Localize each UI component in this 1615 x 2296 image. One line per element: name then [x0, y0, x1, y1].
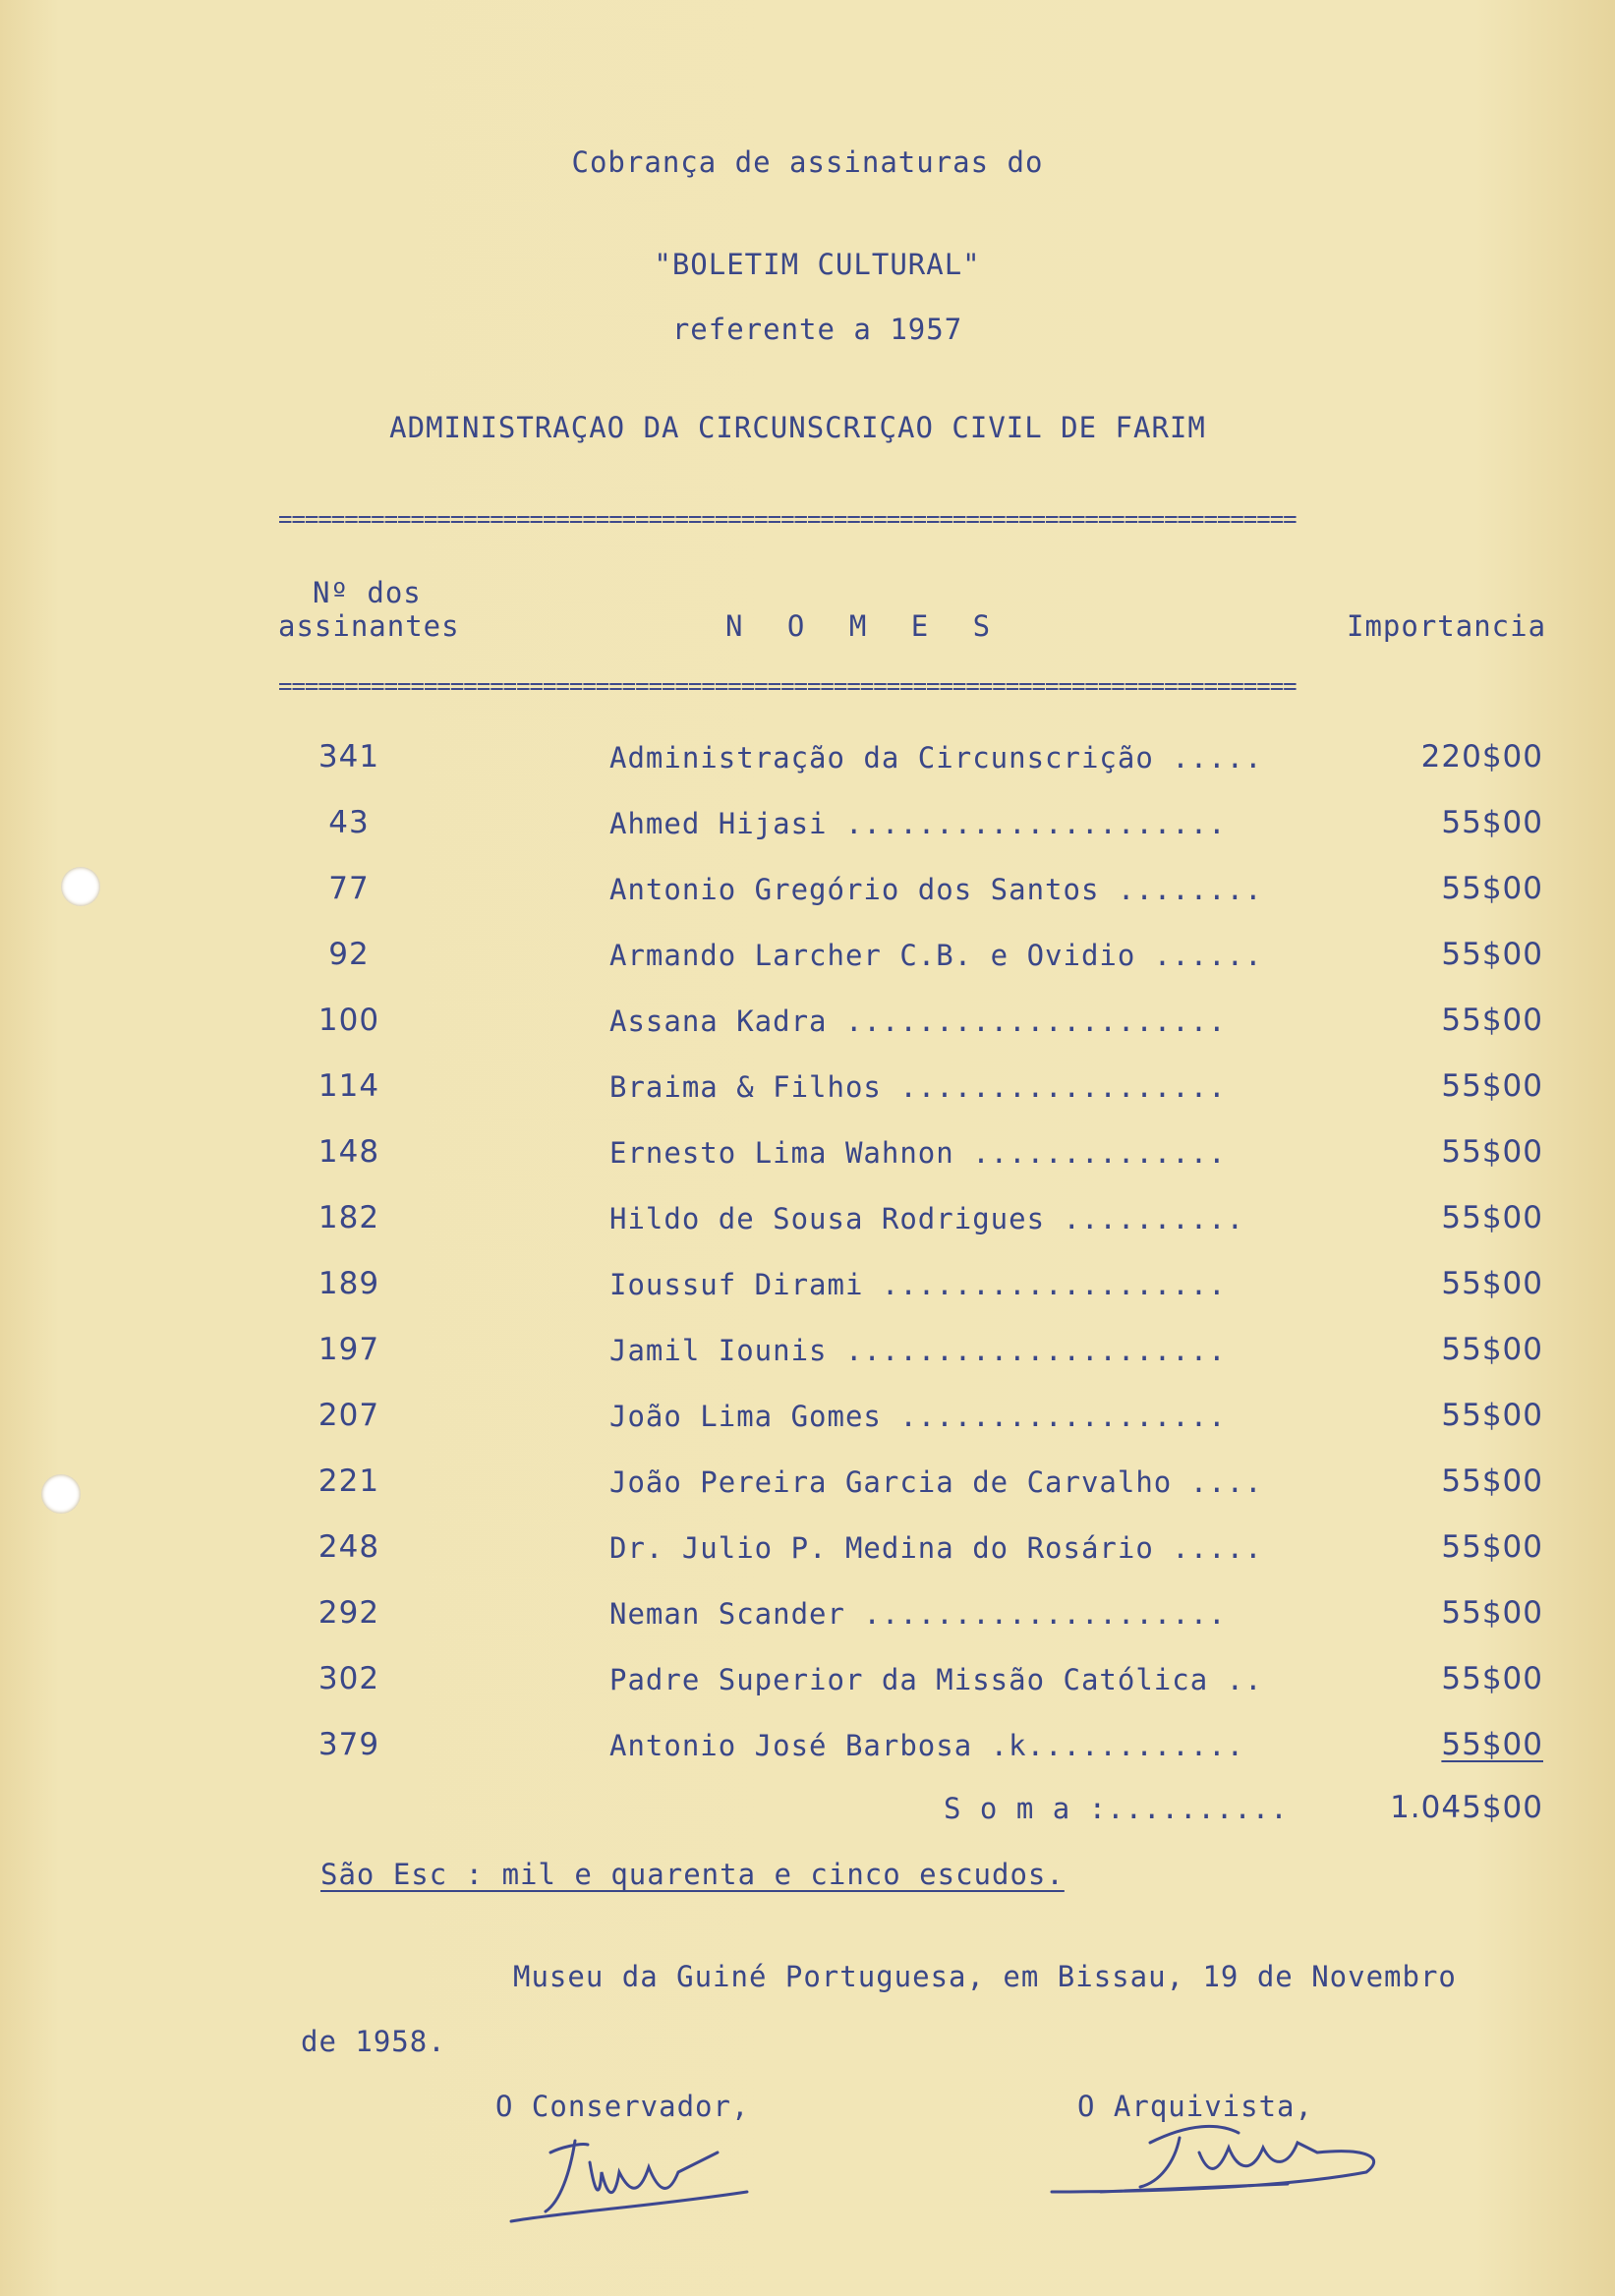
row-amount: 55$00 [1441, 1332, 1543, 1367]
double-rule-top: ============================================================================= [278, 505, 1297, 533]
arquivista-title: O Arquivista, [1077, 2090, 1313, 2123]
row-amount: 55$00 [1441, 1464, 1543, 1499]
row-name: Ernesto Lima Wahnon .............. [609, 1136, 1227, 1170]
row-number: 302 [317, 1661, 380, 1696]
total-amount: 1.045$00 [1390, 1790, 1543, 1825]
conservador-title: O Conservador, [495, 2090, 750, 2123]
row-number: 292 [317, 1595, 380, 1631]
row-name: Antonio José Barbosa .k............ [609, 1729, 1245, 1762]
row-number: 148 [317, 1134, 380, 1170]
row-number: 182 [317, 1200, 380, 1235]
row-number: 189 [317, 1266, 380, 1301]
col-num-line1: Nº dos [313, 576, 422, 609]
row-amount: 55$00 [1441, 1003, 1543, 1038]
punch-hole [41, 1474, 81, 1514]
row-number: 379 [317, 1727, 380, 1762]
row-name: Neman Scander .................... [609, 1597, 1227, 1631]
row-number: 77 [328, 871, 370, 906]
punch-hole [61, 867, 100, 906]
row-amount: 55$00 [1441, 871, 1543, 906]
row-amount: 55$00 [1441, 1661, 1543, 1696]
row-number: 43 [328, 805, 370, 840]
row-number: 100 [317, 1003, 380, 1038]
amount-in-words: São Esc : mil e quarenta e cinco escudos. [320, 1858, 1065, 1891]
row-name: Padre Superior da Missão Católica .. [609, 1663, 1263, 1696]
header-line-1: Cobrança de assinaturas do [571, 145, 1044, 179]
row-name: Armando Larcher C.B. e Ovidio ...... [609, 939, 1263, 972]
row-number: 341 [317, 739, 380, 775]
row-name: Antonio Gregório dos Santos ........ [609, 873, 1263, 906]
header-title: "BOLETIM CULTURAL" [654, 248, 981, 281]
row-amount: 55$00 [1441, 1134, 1543, 1170]
col-names: N O M E S [725, 609, 1005, 643]
row-name: Assana Kadra ..................... [609, 1004, 1227, 1038]
row-name: Braima & Filhos .................. [609, 1070, 1227, 1104]
row-amount: 55$00 [1441, 1200, 1543, 1235]
row-number: 92 [328, 937, 370, 972]
header-administration: ADMINISTRAÇAO DA CIRCUNSCRIÇAO CIVIL DE FARIM [389, 411, 1206, 444]
row-number: 207 [317, 1398, 380, 1433]
row-amount: 55$00 [1441, 1727, 1543, 1762]
row-name: Dr. Julio P. Medina do Rosário ..... [609, 1531, 1263, 1565]
row-number: 248 [317, 1529, 380, 1565]
row-name: Ioussuf Dirami ................... [609, 1268, 1227, 1301]
row-amount: 220$00 [1420, 739, 1543, 775]
place-date-line: Museu da Guiné Portuguesa, em Bissau, 19 de Novembro [513, 1960, 1457, 1993]
row-amount: 55$00 [1441, 1068, 1543, 1104]
col-amount: Importancia [1347, 609, 1547, 643]
row-name: João Pereira Garcia de Carvalho .... [609, 1465, 1263, 1499]
conservador-signature [491, 2113, 786, 2241]
row-amount: 55$00 [1441, 1398, 1543, 1433]
row-name: João Lima Gomes .................. [609, 1400, 1227, 1433]
row-amount: 55$00 [1441, 937, 1543, 972]
header-year: referente a 1957 [671, 313, 963, 346]
row-number: 221 [317, 1464, 380, 1499]
date-year-line: de 1958. [301, 2025, 446, 2058]
arquivista-signature [1042, 2094, 1396, 2211]
row-amount: 55$00 [1441, 1595, 1543, 1631]
row-amount: 55$00 [1441, 805, 1543, 840]
col-num-line2: assinantes [278, 609, 460, 643]
double-rule-bottom: ============================================================================= [278, 672, 1297, 700]
row-name: Hildo de Sousa Rodrigues .......... [609, 1202, 1245, 1235]
row-name: Jamil Iounis ..................... [609, 1334, 1227, 1367]
row-amount: 55$00 [1441, 1529, 1543, 1565]
row-number: 114 [317, 1068, 380, 1104]
row-number: 197 [317, 1332, 380, 1367]
row-name: Ahmed Hijasi ..................... [609, 807, 1227, 840]
row-name: Administração da Circunscrição ..... [609, 741, 1263, 775]
total-label: S o m a :.......... [944, 1792, 1289, 1825]
row-amount: 55$00 [1441, 1266, 1543, 1301]
